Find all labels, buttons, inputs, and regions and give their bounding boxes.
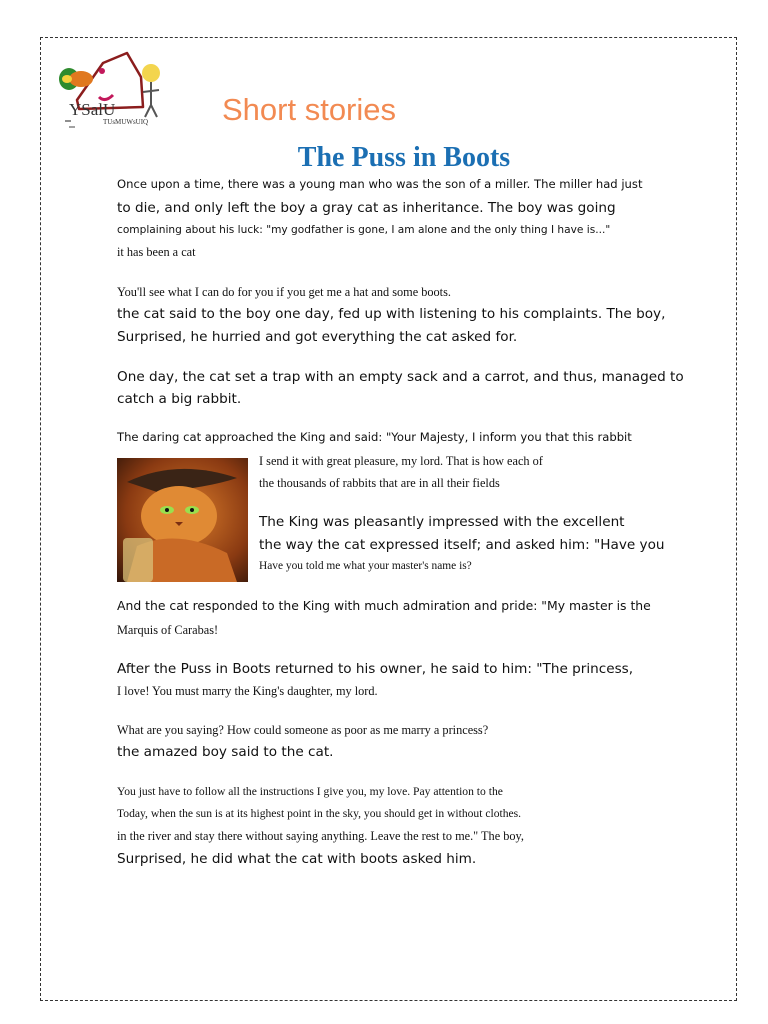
- logo-subtext: TUsMUWsUIQ: [103, 118, 149, 126]
- story-line: the cat said to the boy one day, fed up with listening to his complaints. The boy,: [117, 306, 666, 322]
- story-line: the thousands of rabbits that are in all their fields: [259, 476, 500, 490]
- story-line: The King was pleasantly impressed with the excellent: [259, 514, 625, 530]
- story-line: Surprised, he hurried and got everything the cat asked for.: [117, 329, 518, 345]
- section-header: Short stories: [222, 92, 397, 127]
- story-line: You'll see what I can do for you if you get me a hat and some boots.: [117, 285, 451, 299]
- story-line: complaining about his luck: "my godfather is gone, I am alone and the only thing I have is...": [117, 224, 611, 236]
- story-line: The daring cat approached the King and said: "Your Majesty, I inform you that this rabbit: [117, 430, 632, 444]
- story-line: in the river and stay there without saying anything. Leave the rest to me." The boy,: [117, 829, 524, 843]
- story-line: catch a big rabbit.: [117, 391, 242, 407]
- story-title: The Puss in Boots: [297, 142, 511, 173]
- story-line: One day, the cat set a trap with an empty sack and a carrot, and thus, managed to: [117, 369, 684, 385]
- story-line: I love! You must marry the King's daughter, my lord.: [117, 684, 378, 698]
- story-line: Marquis of Carabas!: [117, 623, 219, 637]
- story-line: to die, and only left the boy a gray cat as inheritance. The boy was going: [117, 200, 616, 216]
- story-line: And the cat responded to the King with much admiration and pride: "My master is the: [117, 598, 651, 613]
- puss-in-boots-image: [117, 458, 248, 582]
- story-line: Once upon a time, there was a young man who was the son of a miller. The miller had just: [117, 177, 643, 191]
- ysalu-logo: [55, 45, 167, 145]
- story-line: it has been a cat: [117, 245, 196, 259]
- story-line: After the Puss in Boots returned to his owner, he said to him: "The princess,: [117, 661, 634, 677]
- story-line: the way the cat expressed itself; and asked him: "Have you: [259, 537, 665, 553]
- story-line: the amazed boy said to the cat.: [117, 744, 334, 760]
- logo-text: YSalU: [69, 100, 116, 119]
- story-line: What are you saying? How could someone as poor as me marry a princess?: [117, 723, 489, 737]
- story-line: Today, when the sun is at its highest point in the sky, you should get in without clothes.: [117, 807, 522, 820]
- story-line: I send it with great pleasure, my lord. That is how each of: [259, 454, 543, 468]
- story-line: Surprised, he did what the cat with boots asked him.: [117, 851, 477, 867]
- story-line: You just have to follow all the instructions I give you, my love. Pay attention to the: [117, 785, 503, 798]
- story-line: Have you told me what your master's name is?: [259, 560, 472, 572]
